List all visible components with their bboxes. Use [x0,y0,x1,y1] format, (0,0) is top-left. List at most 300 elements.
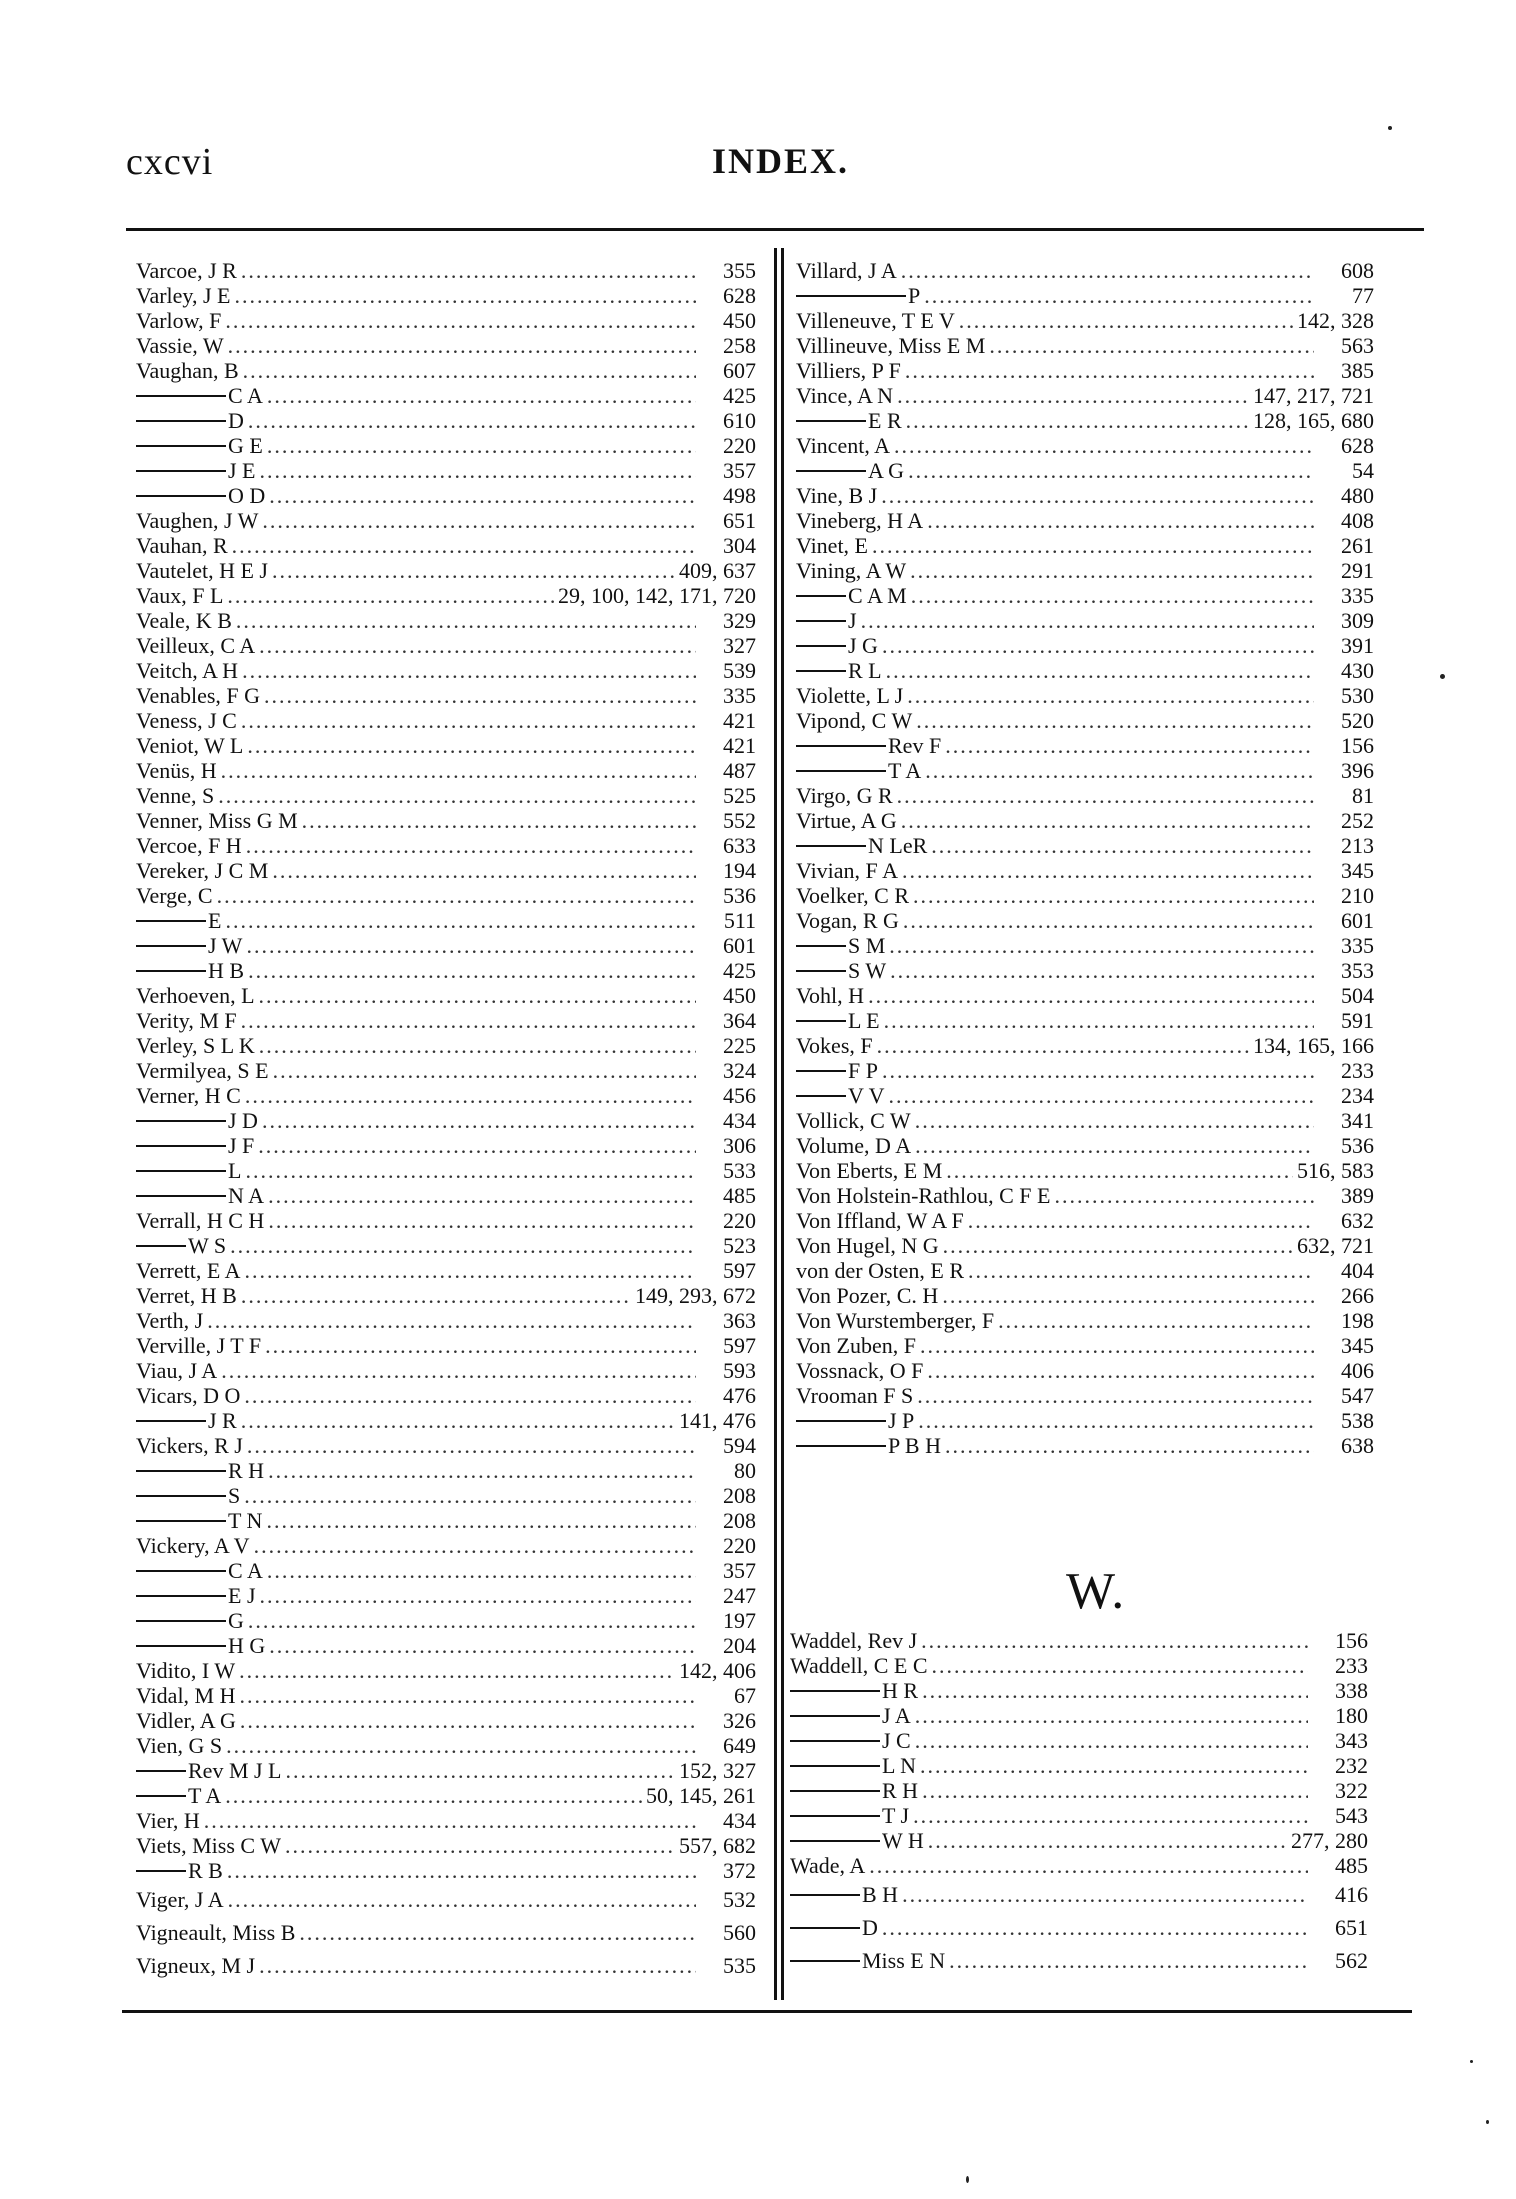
index-entry [136,1183,756,1208]
index-entry [136,883,756,908]
entry-pages: 156 [1335,1628,1368,1653]
index-entry [136,483,756,508]
index-entry [796,583,1374,608]
entry-name: G [228,1608,244,1633]
entry-name: Vier, H [136,1808,200,1833]
ditto-dash [790,1740,880,1742]
index-entry [790,1911,1368,1944]
dot-leader [915,1133,1314,1158]
entry-pages: 80 [734,1458,756,1483]
index-entry [796,758,1374,783]
entry-name: Vokes, F [796,1033,873,1058]
dot-leader [897,383,1249,408]
index-entry [790,1628,1368,1653]
entry-name: L N [882,1753,917,1778]
index-entry [136,508,756,533]
ditto-dash [136,495,226,497]
entry-pages: 557, 682 [679,1833,756,1858]
entry-name: Veniot, W L [136,733,244,758]
entry-pages: 208 [723,1483,756,1508]
entry-pages: 552 [723,808,756,833]
index-entry [136,933,756,958]
index-entry [790,1653,1368,1678]
entry-name: Vigneux, M J [136,1953,256,1978]
entry-pages: 628 [1341,433,1374,458]
entry-pages: 450 [723,308,756,333]
dot-leader [267,1558,696,1583]
ditto-dash [136,1645,226,1647]
index-entry [136,1033,756,1058]
index-entry [796,408,1374,433]
index-entry [790,1678,1368,1703]
dot-leader [273,1058,696,1083]
entry-pages: 430 [1341,658,1374,683]
dot-leader [882,1911,1308,1944]
entry-pages: 408 [1341,508,1374,533]
ditto-dash [136,1870,186,1872]
entry-pages: 29, 100, 142, 171, 720 [558,583,756,608]
dot-leader [269,1633,696,1658]
entry-pages: 306 [723,1133,756,1158]
entry-name: P B H [888,1433,941,1458]
entry-name: Voelker, C R [796,883,909,908]
entry-name: W H [882,1828,924,1853]
dot-leader [262,508,696,533]
ditto-dash [790,1715,880,1717]
ditto-dash [790,1840,880,1842]
dot-leader [225,308,696,333]
entry-name: Von Pozer, C. H [796,1283,939,1308]
entry-pages: 364 [723,1008,756,1033]
entry-pages: 335 [723,683,756,708]
index-entry [136,1758,756,1783]
entry-name: Verley, S L K [136,1033,255,1058]
entry-name: J [848,608,857,633]
index-entry [136,1408,756,1433]
entry-name: O D [228,483,266,508]
entry-name: J F [228,1133,255,1158]
entry-pages: 353 [1341,958,1374,983]
entry-pages: 252 [1341,808,1374,833]
dot-leader [901,808,1314,833]
entry-pages: 523 [723,1233,756,1258]
dot-leader [882,1058,1314,1083]
entry-name: N A [228,1183,265,1208]
entry-name: Vince, A N [796,383,894,408]
dot-leader [246,833,696,858]
entry-pages: 516, 583 [1297,1158,1374,1183]
index-entry [796,958,1374,983]
entry-name: W S [188,1233,227,1258]
dot-leader [226,1733,696,1758]
entry-pages: 638 [1341,1433,1374,1458]
index-column-right-w [790,1628,1368,1977]
entry-pages: 326 [723,1708,756,1733]
ditto-dash [790,1765,880,1767]
ditto-dash [136,1195,226,1197]
entry-name: H G [228,1633,266,1658]
entry-pages: 142, 406 [679,1658,756,1683]
entry-name: E [208,908,222,933]
entry-name: Von Iffland, W A F [796,1208,964,1233]
index-entry [796,433,1374,458]
entry-name: Vaughan, B [136,358,239,383]
index-entry [136,558,756,583]
entry-name: Vincent, A [796,433,890,458]
ditto-dash [136,970,206,972]
entry-name: Viger, J A [136,1887,224,1912]
entry-pages: 520 [1341,708,1374,733]
entry-name: Vivian, F A [796,858,898,883]
dot-leader [945,1433,1314,1458]
index-entry [136,283,756,308]
ditto-dash [136,1770,186,1772]
entry-pages: 651 [723,508,756,533]
entry-name: J W [208,933,243,958]
ditto-dash [136,420,226,422]
dot-leader [272,858,696,883]
index-entry [790,1853,1368,1878]
entry-name: Virtue, A G [796,808,897,833]
entry-pages: 498 [723,483,756,508]
entry-pages: 277, 280 [1291,1828,1368,1853]
entry-pages: 533 [723,1158,756,1183]
index-entry [136,1949,756,1982]
index-entry [136,1258,756,1283]
dot-leader [218,783,696,808]
entry-pages: 536 [723,883,756,908]
entry-pages: 476 [723,1383,756,1408]
dot-leader [267,433,696,458]
entry-name: L [228,1158,242,1183]
entry-pages: 345 [1341,1333,1374,1358]
dot-leader [897,783,1314,808]
entry-pages: 406 [1341,1358,1374,1383]
index-entry [136,1483,756,1508]
entry-pages: 329 [723,608,756,633]
entry-name: B H [862,1882,899,1907]
index-entry [796,308,1374,333]
entry-name: Varlow, F [136,308,222,333]
dot-leader [915,1703,1308,1728]
dot-leader [903,908,1314,933]
entry-pages: 345 [1341,858,1374,883]
dot-leader [244,1383,696,1408]
dot-leader [235,283,697,308]
dot-leader [868,983,1314,1008]
entry-name: Vrooman F S [796,1383,914,1408]
dot-leader [225,1783,642,1808]
entry-pages: 220 [723,1208,756,1233]
dot-leader [889,933,1314,958]
entry-name: Vickery, A V [136,1533,250,1558]
index-entry [136,1233,756,1258]
entry-pages: 425 [723,958,756,983]
index-entry [136,1508,756,1533]
entry-name: Vidito, I W [136,1658,236,1683]
entry-pages: 594 [723,1433,756,1458]
dot-leader [913,883,1314,908]
index-entry [796,1383,1374,1408]
index-column-left [136,258,756,1982]
entry-pages: 261 [1341,533,1374,558]
entry-pages: 198 [1341,1308,1374,1333]
print-speck [1440,674,1445,679]
dot-leader [259,1033,696,1058]
entry-name: A G [868,458,905,483]
index-entry [796,483,1374,508]
index-entry [796,1133,1374,1158]
dot-leader [241,1008,696,1033]
ditto-dash [796,295,906,297]
entry-name: Vereker, J C M [136,858,269,883]
dot-leader [927,508,1314,533]
entry-name: Verrall, H C H [136,1208,265,1233]
entry-name: Verth, J [136,1308,204,1333]
ditto-dash [136,1520,226,1522]
entry-pages: 511 [723,908,756,933]
entry-name: J D [228,1108,258,1133]
index-entry [796,1283,1374,1308]
entry-pages: 291 [1341,558,1374,583]
entry-pages: 363 [723,1308,756,1333]
ditto-dash [136,470,226,472]
index-entry [796,258,1374,283]
dot-leader [227,1858,696,1883]
dot-leader [918,1408,1314,1433]
index-entry [790,1703,1368,1728]
entry-name: Varley, J E [136,283,231,308]
dot-leader [968,1208,1314,1233]
index-entry [136,1658,756,1683]
entry-pages: 421 [723,708,756,733]
dot-leader [230,1233,696,1258]
entry-name: V V [848,1083,885,1108]
entry-pages: 543 [1335,1803,1368,1828]
dot-leader [886,658,1314,683]
entry-name: Von Hugel, N G [796,1233,939,1258]
entry-pages: 357 [723,1558,756,1583]
index-entry [136,1733,756,1758]
index-entry [796,1308,1374,1333]
entry-name: J E [228,458,256,483]
entry-name: C A M [848,583,907,608]
index-entry [136,908,756,933]
index-entry [796,608,1374,633]
entry-name: Venüs, H [136,758,217,783]
dot-leader [254,1533,696,1558]
dot-leader [924,283,1314,308]
dot-leader [945,733,1314,758]
dot-leader [244,1483,696,1508]
entry-pages: 134, 165, 166 [1253,1033,1374,1058]
index-entry [136,708,756,733]
index-entry [136,433,756,458]
dot-leader [302,808,696,833]
entry-name: P [908,283,921,308]
index-entry [136,658,756,683]
index-entry [136,858,756,883]
index-entry [136,583,756,608]
dot-leader [268,1183,696,1208]
index-entry [796,333,1374,358]
entry-pages: 416 [1335,1882,1368,1907]
entry-name: Von Wurstemberger, F [796,1308,995,1333]
entry-name: Vaux, F L [136,583,224,608]
ditto-dash [136,445,226,447]
entry-pages: 152, 327 [679,1758,756,1783]
dot-leader [244,1258,696,1283]
entry-pages: 485 [1335,1853,1368,1878]
entry-name: Vogan, R G [796,908,899,933]
entry-name: Villineuve, Miss E M [796,333,986,358]
index-entry [796,658,1374,683]
entry-pages: 304 [723,533,756,558]
index-entry [136,1083,756,1108]
dot-leader [228,333,696,358]
ditto-dash [796,420,866,422]
entry-name: Miss E N [862,1948,946,1973]
entry-pages: 149, 293, 672 [635,1283,756,1308]
dot-leader [268,1208,696,1233]
ditto-dash [796,1095,846,1097]
entry-name: E R [868,408,902,433]
entry-name: Vickers, R J [136,1433,243,1458]
entry-pages: 434 [723,1808,756,1833]
entry-pages: 220 [723,1533,756,1558]
entry-name: T A [888,758,922,783]
entry-name: Vollick, C W [796,1108,911,1133]
entry-pages: 67 [734,1683,756,1708]
entry-name: Vercoe, F H [136,833,242,858]
index-entry [796,283,1374,308]
index-entry [136,1783,756,1808]
entry-pages: 220 [723,433,756,458]
dot-leader [943,1233,1293,1258]
entry-name: Von Eberts, E M [796,1158,943,1183]
entry-name: Vassie, W [136,333,224,358]
index-entry [136,1916,756,1949]
dot-leader [241,708,696,733]
page-number: cxcvi [126,141,214,183]
print-speck [1486,2120,1489,2124]
ditto-dash [136,945,206,947]
entry-name: Vidler, A G [136,1708,236,1733]
entry-name: Virgo, G R [796,783,893,808]
ditto-dash [136,920,206,922]
entry-pages: 532 [723,1887,756,1912]
entry-pages: 601 [1341,908,1374,933]
index-entry [136,1133,756,1158]
entry-pages: 539 [723,658,756,683]
dot-leader [907,683,1314,708]
footer-rule [122,2010,1412,2013]
dot-leader [228,1883,696,1916]
entry-pages: 632, 721 [1297,1233,1374,1258]
entry-name: J C [882,1728,911,1753]
entry-name: Von Zuben, F [796,1333,916,1358]
dot-leader [908,458,1314,483]
index-entry [796,1258,1374,1283]
header-rule [126,228,1424,231]
index-entry [136,1708,756,1733]
entry-name: H R [882,1678,919,1703]
dot-leader [258,1133,696,1158]
ditto-dash [136,1495,226,1497]
dot-leader [299,1916,696,1949]
index-entry [136,1383,756,1408]
dot-leader [227,583,554,608]
entry-name: Viets, Miss C W [136,1833,281,1858]
index-entry [796,1333,1374,1358]
entry-pages: 338 [1335,1678,1368,1703]
index-entry [796,1058,1374,1083]
ditto-dash [790,1815,880,1817]
entry-pages: 504 [1341,983,1374,1008]
index-entry [796,783,1374,808]
entry-name: Wade, A [790,1853,866,1878]
entry-pages: 81 [1352,783,1374,808]
entry-name: L E [848,1008,880,1033]
entry-name: Von Holstein-Rathlou, C F E [796,1183,1051,1208]
entry-name: Vaughen, J W [136,508,259,533]
entry-pages: 425 [723,383,756,408]
index-entry [796,1183,1374,1208]
entry-pages: 409, 637 [679,558,756,583]
ditto-dash [796,745,886,747]
index-entry [796,1108,1374,1133]
entry-name: R B [188,1858,223,1883]
entry-name: T A [188,1783,222,1808]
index-entry [796,808,1374,833]
dot-leader [910,558,1314,583]
dot-leader [272,558,675,583]
entry-pages: 128, 165, 680 [1253,408,1374,433]
entry-name: H B [208,958,245,983]
dot-leader [942,1283,1314,1308]
dot-leader [248,958,696,983]
index-entry [136,958,756,983]
index-entry [790,1778,1368,1803]
index-entry [796,833,1374,858]
index-entry [790,1944,1368,1977]
index-entry [136,758,756,783]
entry-name: N LeR [868,833,928,858]
entry-pages: 233 [1341,1058,1374,1083]
entry-pages: 547 [1341,1383,1374,1408]
entry-name: D [228,408,244,433]
index-entry [136,608,756,633]
index-entry [136,1058,756,1083]
entry-pages: 525 [723,783,756,808]
entry-pages: 535 [723,1953,756,1978]
entry-pages: 434 [723,1108,756,1133]
entry-name: T J [882,1803,910,1828]
entry-name: Venables, F G [136,683,261,708]
entry-name: Veilleux, C A [136,633,256,658]
index-entry [796,1233,1374,1258]
index-entry [136,1208,756,1233]
ditto-dash [796,845,866,847]
dot-leader [920,1753,1308,1778]
ditto-dash [136,1145,226,1147]
index-entry [136,1308,756,1333]
entry-pages: 396 [1341,758,1374,783]
entry-name: Veale, K B [136,608,232,633]
ditto-dash [136,1120,226,1122]
entry-pages: 355 [723,258,756,283]
index-entry [796,908,1374,933]
